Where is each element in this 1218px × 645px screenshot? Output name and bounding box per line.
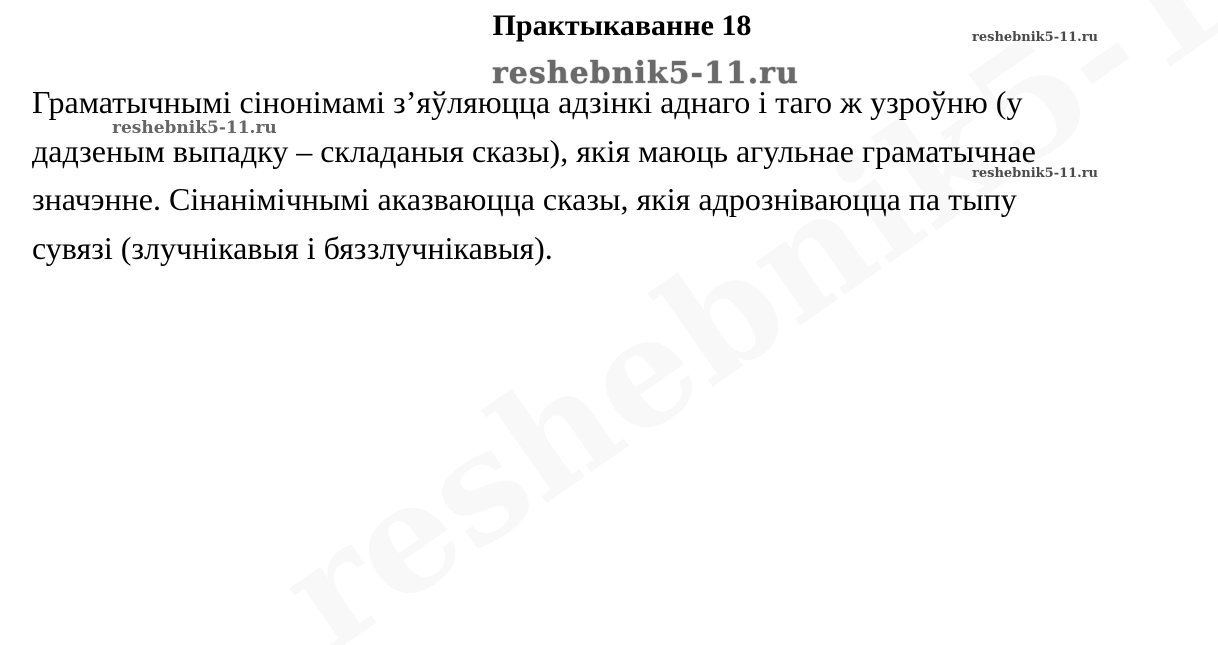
watermark-center-large: reshebnik5-11.ru xyxy=(492,56,799,91)
watermark-left: reshebnik5-11.ru xyxy=(112,118,277,138)
paragraph-line: значэнне. Сінанімічнымі аказваюцца сказы, якія адрозніваюцца па тыпу xyxy=(32,181,1017,217)
paragraph-line: дадзеным выпадку – складаныя сказы), якія маюць агульнае граматычнае xyxy=(32,132,1036,169)
paragraph-line: сувязі (злучнікавыя і бяззлучнікавыя). xyxy=(32,229,553,266)
page-title: Практыкаванне 18 xyxy=(492,9,752,42)
watermark-right: reshebnik5-11.ru xyxy=(972,166,1099,181)
paragraph-line: Граматычнымі сінонімамі з’яўляюцца адзінкі аднаго і таго ж узроўню (у xyxy=(32,84,1023,120)
watermark-top-right: reshebnik5-11.ru xyxy=(972,30,1099,45)
